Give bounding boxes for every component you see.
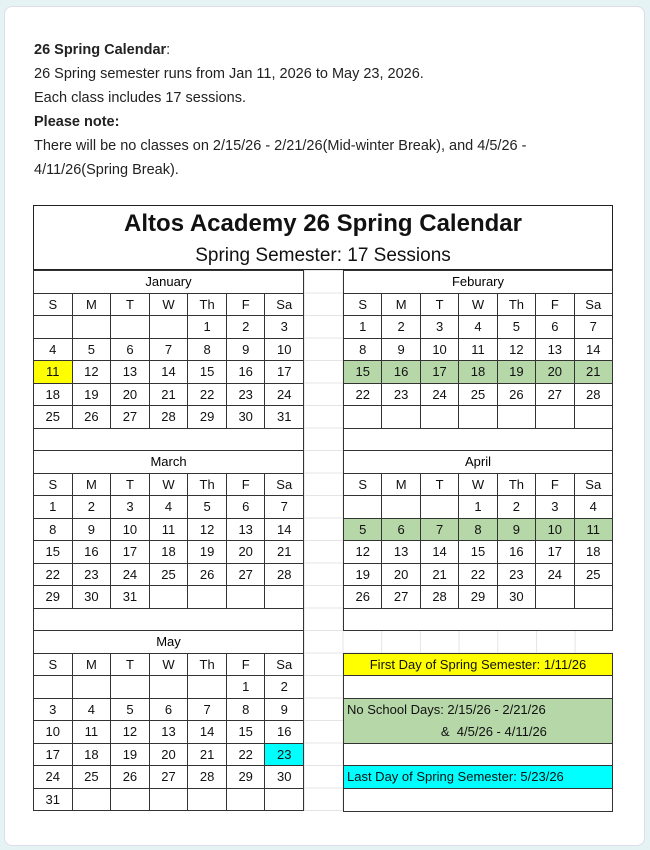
week-row bbox=[344, 316, 612, 339]
day-cell: 11 bbox=[34, 361, 73, 384]
day-cell: 10 bbox=[421, 339, 459, 362]
day-cell: 5 bbox=[188, 496, 227, 519]
legend-spacer bbox=[344, 789, 612, 812]
day-cell: 9 bbox=[265, 699, 303, 722]
month-january bbox=[33, 270, 304, 451]
day-cell: 22 bbox=[34, 564, 73, 587]
blank-row bbox=[34, 609, 303, 632]
empty-day-cell bbox=[150, 316, 189, 339]
weekday-header: W bbox=[150, 294, 189, 317]
day-cell: 6 bbox=[111, 339, 150, 362]
day-cell: 18 bbox=[150, 541, 189, 564]
day-cell: 3 bbox=[111, 496, 150, 519]
weekday-header: W bbox=[150, 474, 189, 497]
weekday-header: F bbox=[536, 474, 574, 497]
weekday-header: Th bbox=[498, 474, 536, 497]
weekday-header: S bbox=[34, 474, 73, 497]
day-cell: 10 bbox=[111, 519, 150, 542]
week-row bbox=[34, 564, 303, 587]
day-cell: 29 bbox=[188, 406, 227, 429]
blank-row bbox=[344, 609, 612, 632]
weekday-header: M bbox=[73, 294, 112, 317]
day-cell: 8 bbox=[188, 339, 227, 362]
day-cell: 1 bbox=[227, 676, 266, 699]
day-cell: 3 bbox=[421, 316, 459, 339]
empty-day-cell bbox=[227, 789, 266, 812]
day-cell: 6 bbox=[382, 519, 420, 542]
day-cell: 14 bbox=[265, 519, 303, 542]
week-row bbox=[344, 406, 612, 429]
day-cell: 21 bbox=[265, 541, 303, 564]
month-april bbox=[343, 450, 613, 631]
weekday-header: F bbox=[227, 654, 266, 677]
day-cell: 6 bbox=[536, 316, 574, 339]
day-cell: 18 bbox=[34, 384, 73, 407]
legend-text bbox=[347, 744, 612, 767]
day-cell: 1 bbox=[459, 496, 497, 519]
week-row bbox=[34, 406, 303, 429]
weekday-header-row bbox=[344, 474, 612, 497]
day-cell: 17 bbox=[421, 361, 459, 384]
day-cell: 30 bbox=[73, 586, 112, 609]
month-may bbox=[33, 630, 304, 811]
day-cell: 8 bbox=[34, 519, 73, 542]
weekday-header: Th bbox=[188, 294, 227, 317]
day-cell: 14 bbox=[150, 361, 189, 384]
day-cell: 4 bbox=[34, 339, 73, 362]
day-cell: 27 bbox=[382, 586, 420, 609]
day-cell: 7 bbox=[265, 496, 303, 519]
day-cell: 26 bbox=[111, 766, 150, 789]
day-cell: 19 bbox=[111, 744, 150, 767]
day-cell: 27 bbox=[227, 564, 266, 587]
day-cell: 17 bbox=[536, 541, 574, 564]
day-cell: 7 bbox=[421, 519, 459, 542]
day-cell: 5 bbox=[73, 339, 112, 362]
legend-text: & 4/5/26 - 4/11/26 bbox=[347, 724, 547, 739]
day-cell: 5 bbox=[111, 699, 150, 722]
weekday-header: S bbox=[344, 474, 382, 497]
week-row bbox=[34, 361, 303, 384]
month-label: Feburary bbox=[344, 271, 612, 294]
weekday-header: T bbox=[421, 294, 459, 317]
weekday-header-row bbox=[344, 294, 612, 317]
day-cell: 19 bbox=[188, 541, 227, 564]
legend-item-first-day bbox=[344, 654, 612, 677]
day-cell: 14 bbox=[188, 721, 227, 744]
day-cell: 1 bbox=[188, 316, 227, 339]
empty-day-cell bbox=[421, 496, 459, 519]
heading-colon: : bbox=[166, 42, 171, 58]
day-cell: 21 bbox=[421, 564, 459, 587]
empty-day-cell bbox=[34, 676, 73, 699]
day-cell: 29 bbox=[227, 766, 266, 789]
empty-day-cell bbox=[150, 789, 189, 812]
day-cell: 30 bbox=[265, 766, 303, 789]
day-cell: 9 bbox=[498, 519, 536, 542]
empty-day-cell bbox=[344, 496, 382, 519]
weekday-header: M bbox=[382, 474, 420, 497]
week-row bbox=[344, 339, 612, 362]
day-cell: 24 bbox=[265, 384, 303, 407]
weekday-header: F bbox=[227, 294, 266, 317]
day-cell: 23 bbox=[265, 744, 303, 767]
intro-line: 26 Spring semester runs from Jan 11, 2026 to May 23, 2026. bbox=[34, 66, 424, 82]
day-cell: 16 bbox=[265, 721, 303, 744]
day-cell: 23 bbox=[73, 564, 112, 587]
empty-day-cell bbox=[382, 406, 420, 429]
day-cell: 20 bbox=[382, 564, 420, 587]
day-cell: 2 bbox=[227, 316, 266, 339]
empty-day-cell bbox=[73, 676, 112, 699]
weekday-header: W bbox=[150, 654, 189, 677]
day-cell: 22 bbox=[227, 744, 266, 767]
month-feburary bbox=[343, 270, 613, 451]
day-cell: 14 bbox=[575, 339, 612, 362]
day-cell: 22 bbox=[344, 384, 382, 407]
week-row bbox=[34, 676, 303, 699]
weekday-header: T bbox=[111, 474, 150, 497]
weekday-header: Th bbox=[188, 654, 227, 677]
day-cell: 16 bbox=[382, 361, 420, 384]
day-cell: 13 bbox=[111, 361, 150, 384]
week-row bbox=[34, 721, 303, 744]
calendar-sheet bbox=[33, 205, 613, 811]
week-row bbox=[344, 496, 612, 519]
day-cell: 29 bbox=[459, 586, 497, 609]
day-cell: 12 bbox=[498, 339, 536, 362]
empty-day-cell bbox=[111, 789, 150, 812]
empty-day-cell bbox=[265, 789, 303, 812]
empty-day-cell bbox=[536, 406, 574, 429]
day-cell: 25 bbox=[150, 564, 189, 587]
legend-text: No School Days: 2/15/26 - 2/21/26 bbox=[347, 701, 546, 717]
empty-day-cell bbox=[575, 586, 612, 609]
day-cell: 25 bbox=[34, 406, 73, 429]
empty-day-cell bbox=[150, 676, 189, 699]
day-cell: 22 bbox=[459, 564, 497, 587]
week-row bbox=[34, 766, 303, 789]
day-cell: 21 bbox=[575, 361, 612, 384]
weekday-header: W bbox=[459, 474, 497, 497]
day-cell: 20 bbox=[150, 744, 189, 767]
day-cell: 4 bbox=[575, 496, 612, 519]
weekday-header-row bbox=[34, 294, 303, 317]
day-cell: 14 bbox=[421, 541, 459, 564]
day-cell: 26 bbox=[188, 564, 227, 587]
weekday-header: S bbox=[344, 294, 382, 317]
weekday-header: F bbox=[536, 294, 574, 317]
day-cell: 31 bbox=[265, 406, 303, 429]
week-row bbox=[344, 564, 612, 587]
day-cell: 9 bbox=[227, 339, 266, 362]
day-cell: 27 bbox=[150, 766, 189, 789]
day-cell: 18 bbox=[575, 541, 612, 564]
day-cell: 28 bbox=[421, 586, 459, 609]
week-row bbox=[34, 384, 303, 407]
day-cell: 29 bbox=[34, 586, 73, 609]
empty-day-cell bbox=[188, 586, 227, 609]
day-cell: 20 bbox=[111, 384, 150, 407]
empty-day-cell bbox=[344, 406, 382, 429]
day-cell: 2 bbox=[265, 676, 303, 699]
calendar-title: Altos Academy 26 Spring Calendar bbox=[33, 205, 613, 242]
day-cell: 7 bbox=[575, 316, 612, 339]
empty-day-cell bbox=[498, 406, 536, 429]
empty-day-cell bbox=[34, 316, 73, 339]
day-cell: 1 bbox=[344, 316, 382, 339]
weekday-header-row bbox=[34, 654, 303, 677]
day-cell: 19 bbox=[344, 564, 382, 587]
weekday-header: W bbox=[459, 294, 497, 317]
week-row bbox=[344, 361, 612, 384]
weekday-header-row bbox=[34, 474, 303, 497]
legend-text: Last Day of Spring Semester: 5/23/26 bbox=[347, 769, 564, 784]
month-label: January bbox=[34, 271, 303, 294]
blank-row bbox=[344, 429, 612, 452]
day-cell: 16 bbox=[73, 541, 112, 564]
month-march bbox=[33, 450, 304, 631]
day-cell: 30 bbox=[498, 586, 536, 609]
day-cell: 28 bbox=[265, 564, 303, 587]
day-cell: 18 bbox=[459, 361, 497, 384]
day-cell: 26 bbox=[344, 586, 382, 609]
weekday-header: S bbox=[34, 654, 73, 677]
day-cell: 25 bbox=[459, 384, 497, 407]
day-cell: 23 bbox=[498, 564, 536, 587]
weekday-header: T bbox=[111, 654, 150, 677]
day-cell: 6 bbox=[227, 496, 266, 519]
day-cell: 12 bbox=[73, 361, 112, 384]
week-row bbox=[34, 519, 303, 542]
day-cell: 28 bbox=[575, 384, 612, 407]
day-cell: 23 bbox=[227, 384, 266, 407]
day-cell: 24 bbox=[34, 766, 73, 789]
day-cell: 12 bbox=[111, 721, 150, 744]
week-row bbox=[34, 496, 303, 519]
weekday-header: F bbox=[227, 474, 266, 497]
day-cell: 4 bbox=[459, 316, 497, 339]
week-row bbox=[344, 541, 612, 564]
intro-heading: 26 Spring Calendar bbox=[34, 42, 167, 58]
day-cell: 5 bbox=[498, 316, 536, 339]
day-cell: 15 bbox=[188, 361, 227, 384]
day-cell: 15 bbox=[34, 541, 73, 564]
empty-day-cell bbox=[265, 586, 303, 609]
day-cell: 16 bbox=[498, 541, 536, 564]
day-cell: 26 bbox=[73, 406, 112, 429]
day-cell: 20 bbox=[227, 541, 266, 564]
weekday-header: Th bbox=[498, 294, 536, 317]
day-cell: 12 bbox=[188, 519, 227, 542]
intro-text bbox=[34, 38, 526, 182]
day-cell: 3 bbox=[265, 316, 303, 339]
day-cell: 8 bbox=[459, 519, 497, 542]
weekday-header: M bbox=[382, 294, 420, 317]
week-row bbox=[344, 519, 612, 542]
day-cell: 21 bbox=[150, 384, 189, 407]
month-label: May bbox=[34, 631, 303, 654]
day-cell: 8 bbox=[227, 699, 266, 722]
day-cell: 20 bbox=[536, 361, 574, 384]
day-cell: 24 bbox=[536, 564, 574, 587]
day-cell: 10 bbox=[536, 519, 574, 542]
empty-day-cell bbox=[227, 586, 266, 609]
week-row bbox=[34, 699, 303, 722]
empty-day-cell bbox=[421, 406, 459, 429]
day-cell: 17 bbox=[34, 744, 73, 767]
empty-day-cell bbox=[73, 316, 112, 339]
calendar-subtitle: Spring Semester: 17 Sessions bbox=[33, 241, 613, 270]
note-heading: Please note: bbox=[34, 114, 120, 130]
day-cell: 7 bbox=[150, 339, 189, 362]
week-row bbox=[34, 789, 303, 812]
day-cell: 11 bbox=[73, 721, 112, 744]
empty-day-cell bbox=[150, 586, 189, 609]
weekday-header: Sa bbox=[575, 474, 612, 497]
day-cell: 24 bbox=[111, 564, 150, 587]
day-cell: 17 bbox=[265, 361, 303, 384]
day-cell: 21 bbox=[188, 744, 227, 767]
month-label: March bbox=[34, 451, 303, 474]
day-cell: 18 bbox=[73, 744, 112, 767]
empty-day-cell bbox=[188, 789, 227, 812]
weekday-header: Sa bbox=[265, 294, 303, 317]
empty-day-cell bbox=[73, 789, 112, 812]
day-cell: 2 bbox=[73, 496, 112, 519]
weekday-header: Sa bbox=[265, 654, 303, 677]
day-cell: 30 bbox=[227, 406, 266, 429]
weekday-header: Th bbox=[188, 474, 227, 497]
day-cell: 24 bbox=[421, 384, 459, 407]
day-cell: 4 bbox=[150, 496, 189, 519]
day-cell: 11 bbox=[575, 519, 612, 542]
legend-spacer bbox=[344, 744, 612, 767]
day-cell: 31 bbox=[111, 586, 150, 609]
day-cell: 22 bbox=[188, 384, 227, 407]
day-cell: 9 bbox=[382, 339, 420, 362]
day-cell: 9 bbox=[73, 519, 112, 542]
week-row bbox=[34, 541, 303, 564]
week-row bbox=[34, 744, 303, 767]
day-cell: 10 bbox=[265, 339, 303, 362]
day-cell: 16 bbox=[227, 361, 266, 384]
day-cell: 13 bbox=[150, 721, 189, 744]
weekday-header: M bbox=[73, 654, 112, 677]
weekday-header: S bbox=[34, 294, 73, 317]
legend-item-no-school bbox=[344, 699, 612, 744]
empty-day-cell bbox=[575, 406, 612, 429]
note-line: There will be no classes on 2/15/26 - 2/21/26(Mid-winter Break), and 4/5/26 - bbox=[34, 138, 527, 154]
legend-item-last-day bbox=[344, 766, 612, 789]
weekday-header: Sa bbox=[265, 474, 303, 497]
intro-line: Each class includes 17 sessions. bbox=[34, 90, 246, 106]
note-line: 4/11/26(Spring Break). bbox=[34, 162, 179, 178]
day-cell: 31 bbox=[34, 789, 73, 812]
day-cell: 13 bbox=[536, 339, 574, 362]
day-cell: 1 bbox=[34, 496, 73, 519]
empty-day-cell bbox=[111, 316, 150, 339]
week-row bbox=[34, 316, 303, 339]
day-cell: 28 bbox=[150, 406, 189, 429]
day-cell: 25 bbox=[575, 564, 612, 587]
week-row bbox=[344, 384, 612, 407]
day-cell: 3 bbox=[34, 699, 73, 722]
blank-row bbox=[34, 429, 303, 452]
empty-day-cell bbox=[536, 586, 574, 609]
day-cell: 26 bbox=[498, 384, 536, 407]
day-cell: 12 bbox=[344, 541, 382, 564]
empty-day-cell bbox=[382, 496, 420, 519]
empty-day-cell bbox=[111, 676, 150, 699]
day-cell: 3 bbox=[536, 496, 574, 519]
day-cell: 2 bbox=[498, 496, 536, 519]
legend-text bbox=[347, 789, 612, 812]
day-cell: 6 bbox=[150, 699, 189, 722]
day-cell: 11 bbox=[150, 519, 189, 542]
legend-text bbox=[347, 676, 612, 699]
day-cell: 15 bbox=[227, 721, 266, 744]
day-cell: 13 bbox=[382, 541, 420, 564]
month-label: April bbox=[344, 451, 612, 474]
week-row bbox=[34, 586, 303, 609]
weekday-header: Sa bbox=[575, 294, 612, 317]
day-cell: 13 bbox=[227, 519, 266, 542]
day-cell: 10 bbox=[34, 721, 73, 744]
day-cell: 15 bbox=[459, 541, 497, 564]
weekday-header: T bbox=[111, 294, 150, 317]
day-cell: 23 bbox=[382, 384, 420, 407]
day-cell: 27 bbox=[111, 406, 150, 429]
day-cell: 8 bbox=[344, 339, 382, 362]
day-cell: 15 bbox=[344, 361, 382, 384]
calendar-legend bbox=[343, 653, 613, 813]
empty-day-cell bbox=[188, 676, 227, 699]
day-cell: 27 bbox=[536, 384, 574, 407]
weekday-header: M bbox=[73, 474, 112, 497]
day-cell: 2 bbox=[382, 316, 420, 339]
day-cell: 7 bbox=[188, 699, 227, 722]
day-cell: 5 bbox=[344, 519, 382, 542]
day-cell: 19 bbox=[73, 384, 112, 407]
day-cell: 28 bbox=[188, 766, 227, 789]
weekday-header: T bbox=[421, 474, 459, 497]
day-cell: 25 bbox=[73, 766, 112, 789]
legend-text: First Day of Spring Semester: 1/11/26 bbox=[369, 656, 587, 672]
day-cell: 11 bbox=[459, 339, 497, 362]
day-cell: 4 bbox=[73, 699, 112, 722]
day-cell: 17 bbox=[111, 541, 150, 564]
week-row bbox=[344, 586, 612, 609]
legend-spacer bbox=[344, 676, 612, 699]
empty-day-cell bbox=[459, 406, 497, 429]
week-row bbox=[34, 339, 303, 362]
day-cell: 19 bbox=[498, 361, 536, 384]
